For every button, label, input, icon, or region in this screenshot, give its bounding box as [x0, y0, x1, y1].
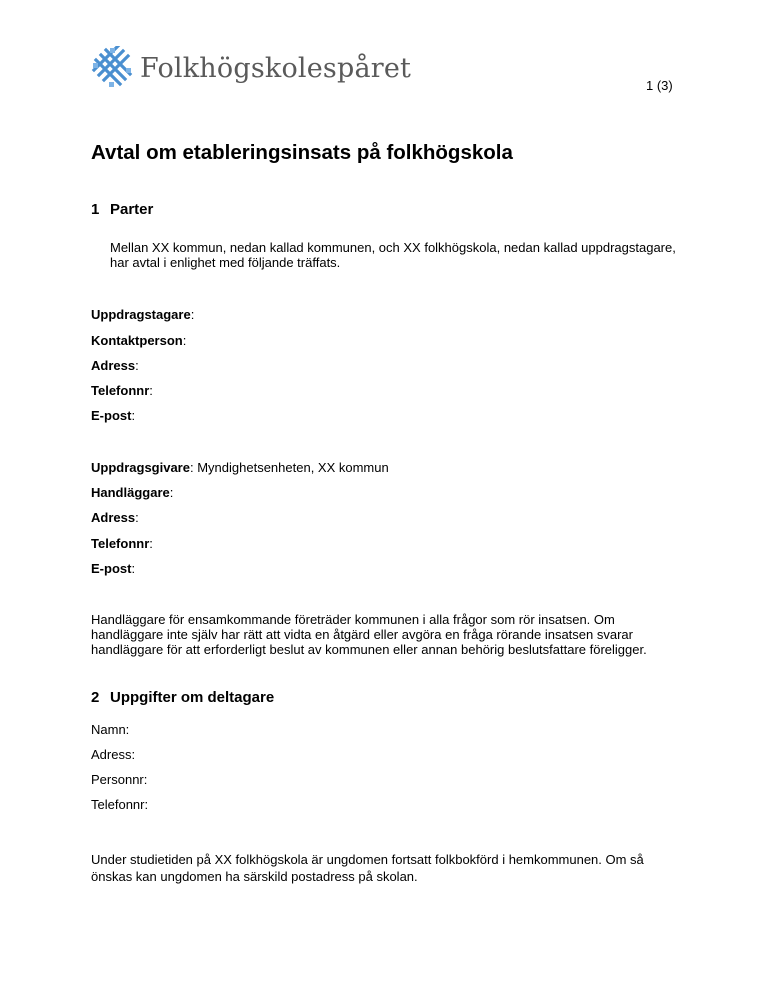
handlaggare-note — [91, 612, 647, 657]
field-telefonnr: Telefonnr: — [91, 383, 153, 398]
note-line: handläggare för att erforderligt beslut av kommunen eller annan behörig beslutsfattare föreligger. — [91, 642, 647, 657]
note-line: handläggare inte själv har rätt att vidta en åtgärd eller avgöra en fråga rörande insatsen svarar — [91, 627, 633, 642]
folkhogskolesparet-logo — [90, 46, 411, 90]
section-title: Uppgifter om deltagare — [110, 689, 275, 706]
note-line: Under studietiden på XX folkhögskola är ungdomen fortsatt folkbokförd i hemkommunen. Om så — [91, 852, 644, 867]
folkbokford-note — [91, 851, 644, 885]
page-number: 1 (3) — [646, 78, 673, 93]
field-adress: Adress: — [91, 358, 139, 373]
field-label: Adress — [91, 358, 136, 373]
note-line: Handläggare för ensamkommande företräder kommunen i alla frågor som rör insatsen. Om — [91, 612, 615, 627]
field-label: Adress — [91, 510, 136, 525]
field-label: Handläggare — [91, 485, 170, 500]
intro-line: Mellan XX kommun, nedan kallad kommunen, och XX folkhögskola, nedan kallad uppdragstagare, — [110, 240, 676, 255]
field-label: E-post — [91, 561, 132, 576]
field-telefonnr: Telefonnr: — [91, 797, 149, 812]
field-namn: Namn: — [91, 722, 130, 737]
section-number: 1 — [91, 201, 100, 218]
field-value: Myndighetsenheten, XX kommun — [193, 460, 389, 475]
field-kontaktperson: Kontaktperson: — [91, 333, 187, 348]
field-uppdragstagare: Uppdragstagare: — [91, 307, 195, 322]
section-1-heading — [91, 201, 153, 218]
field-personnr: Personnr: — [91, 772, 148, 787]
intro-line: har avtal i enlighet med följande träffats. — [110, 255, 341, 270]
field-label: Telefonnr — [91, 383, 150, 398]
field-adress: Adress: — [91, 747, 136, 762]
field-telefonnr: Telefonnr: — [91, 536, 153, 551]
field-handlaggare: Handläggare: — [91, 485, 174, 500]
note-line: önskas kan ungdomen ha särskild postadress på skolan. — [91, 869, 418, 884]
section-title: Parter — [110, 201, 154, 218]
crossed-tracks-logo-icon — [90, 46, 134, 90]
section-2-heading — [91, 689, 274, 706]
brand-name: Folkhögskolespåret — [140, 52, 412, 84]
parties-intro — [110, 240, 676, 270]
field-e-post: E-post: — [91, 561, 136, 576]
field-label: Uppdragstagare — [91, 307, 191, 322]
field-label: Kontaktperson — [91, 333, 183, 348]
section-number: 2 — [91, 689, 100, 706]
document-title: Avtal om etableringsinsats på folkhögskola — [91, 141, 513, 164]
field-uppdragsgivare: Uppdragsgivare: Myndighetsenheten, XX kommun — [91, 460, 389, 475]
field-label: Uppdragsgivare — [91, 460, 190, 475]
field-adress: Adress: — [91, 510, 139, 525]
field-label: E-post — [91, 408, 132, 423]
field-e-post: E-post: — [91, 408, 136, 423]
field-label: Telefonnr — [91, 536, 150, 551]
